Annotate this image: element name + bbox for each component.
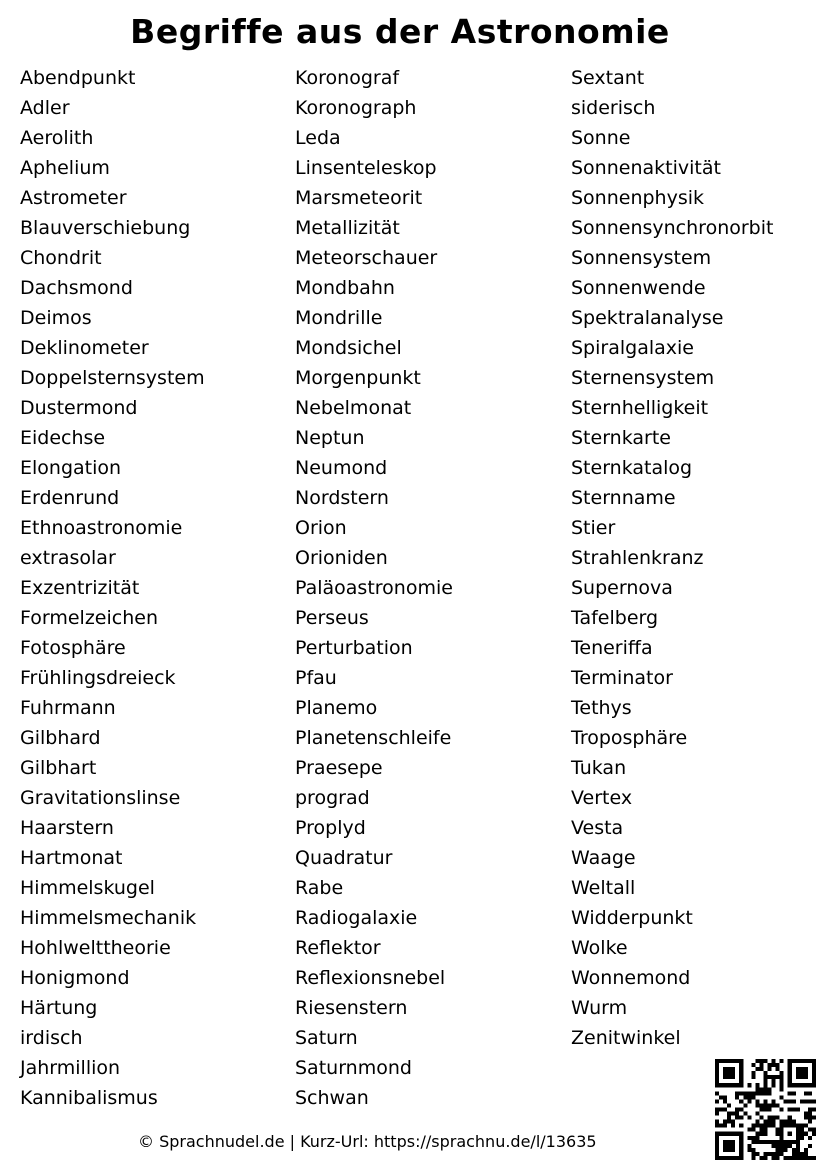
word-item: Planetenschleife	[295, 727, 452, 749]
word-item: Rabe	[295, 877, 344, 899]
word-item: Koronograph	[295, 97, 417, 119]
word-item: Meteorschauer	[295, 247, 438, 269]
word-item: Nebelmonat	[295, 397, 412, 419]
word-item: Chondrit	[20, 247, 102, 269]
word-item: Himmelsmechanik	[20, 907, 197, 929]
word-item: Waage	[571, 847, 636, 869]
word-item: Strahlenkranz	[571, 547, 704, 569]
word-item: Blauverschiebung	[20, 217, 191, 239]
word-item: Sternname	[571, 487, 676, 509]
word-item: Sonnensystem	[571, 247, 712, 269]
word-item: Sternensystem	[571, 367, 715, 389]
qr-code-icon	[715, 1059, 816, 1160]
word-item: Orioniden	[295, 547, 388, 569]
word-item: Reflektor	[295, 937, 381, 959]
word-item: Linsenteleskop	[295, 157, 437, 179]
word-item: Wolke	[571, 937, 628, 959]
word-item: Aerolith	[20, 127, 94, 149]
word-item: Sonnenwende	[571, 277, 706, 299]
word-item: irdisch	[20, 1027, 83, 1049]
word-item: Kannibalismus	[20, 1087, 158, 1109]
word-item: Abendpunkt	[20, 67, 136, 89]
word-item: Astrometer	[20, 187, 127, 209]
word-item: Schwan	[295, 1087, 369, 1109]
word-item: Stier	[571, 517, 616, 539]
word-item: Quadratur	[295, 847, 393, 869]
word-item: Wonnemond	[571, 967, 691, 989]
word-item: Mondbahn	[295, 277, 395, 299]
word-item: Neumond	[295, 457, 388, 479]
word-item: Pfau	[295, 667, 337, 689]
word-item: Frühlingsdreieck	[20, 667, 176, 689]
word-column-3	[571, 63, 773, 1053]
word-item: Hohlwelttheorie	[20, 937, 171, 959]
word-item: Deimos	[20, 307, 92, 329]
word-item: Tethys	[571, 697, 632, 719]
word-item: Elongation	[20, 457, 122, 479]
word-item: Fuhrmann	[20, 697, 116, 719]
word-item: Hartmonat	[20, 847, 123, 869]
word-item: Praesepe	[295, 757, 383, 779]
word-item: Honigmond	[20, 967, 130, 989]
word-item: Zenitwinkel	[571, 1027, 681, 1049]
word-item: Leda	[295, 127, 341, 149]
footer-credit: © Sprachnudel.de | Kurz-Url: https://sprachnu.de/l/13635	[138, 1132, 597, 1151]
word-item: Morgenpunkt	[295, 367, 421, 389]
word-column-2	[295, 63, 453, 1113]
word-item: Adler	[20, 97, 70, 119]
word-item: Wurm	[571, 997, 628, 1019]
word-item: Weltall	[571, 877, 636, 899]
word-item: Erdenrund	[20, 487, 120, 509]
word-item: Vertex	[571, 787, 633, 809]
word-item: Saturn	[295, 1027, 358, 1049]
word-item: Perturbation	[295, 637, 413, 659]
word-item: Deklinometer	[20, 337, 149, 359]
word-item: Formelzeichen	[20, 607, 158, 629]
word-item: Teneriffa	[571, 637, 653, 659]
word-item: Spektralanalyse	[571, 307, 724, 329]
word-item: Dustermond	[20, 397, 138, 419]
word-item: Radiogalaxie	[295, 907, 418, 929]
word-item: Gilbhard	[20, 727, 101, 749]
word-item: Saturnmond	[295, 1057, 412, 1079]
word-item: Metallizität	[295, 217, 400, 239]
word-item: Tafelberg	[571, 607, 659, 629]
word-item: Sonnenaktivität	[571, 157, 721, 179]
word-item: Haarstern	[20, 817, 114, 839]
word-item: Gravitationslinse	[20, 787, 181, 809]
word-item: Riesenstern	[295, 997, 408, 1019]
word-item: Reflexionsnebel	[295, 967, 446, 989]
word-item: Vesta	[571, 817, 624, 839]
word-item: Supernova	[571, 577, 673, 599]
word-item: Ethnoastronomie	[20, 517, 183, 539]
word-item: Sternhelligkeit	[571, 397, 709, 419]
word-column-1	[20, 63, 205, 1113]
word-item: Perseus	[295, 607, 369, 629]
word-item: Sternkarte	[571, 427, 671, 449]
word-item: Härtung	[20, 997, 98, 1019]
word-item: Nordstern	[295, 487, 389, 509]
word-item: Koronograf	[295, 67, 400, 89]
word-item: Sternkatalog	[571, 457, 693, 479]
word-item: Sonnenphysik	[571, 187, 705, 209]
word-item: extrasolar	[20, 547, 116, 569]
page-title: Begriffe aus der Astronomie	[130, 12, 670, 51]
word-item: Spiralgalaxie	[571, 337, 694, 359]
word-item: Tukan	[571, 757, 627, 779]
word-item: Aphelium	[20, 157, 110, 179]
word-item: siderisch	[571, 97, 656, 119]
word-item: Marsmeteorit	[295, 187, 423, 209]
word-item: Paläoastronomie	[295, 577, 453, 599]
word-item: Dachsmond	[20, 277, 133, 299]
word-item: Terminator	[571, 667, 673, 689]
word-item: Gilbhart	[20, 757, 97, 779]
word-item: Proplyd	[295, 817, 366, 839]
word-item: Eidechse	[20, 427, 106, 449]
word-item: Planemo	[295, 697, 378, 719]
word-item: Widderpunkt	[571, 907, 693, 929]
word-item: Exzentrizität	[20, 577, 140, 599]
word-item: Orion	[295, 517, 347, 539]
word-item: Sextant	[571, 67, 645, 89]
word-item: Troposphäre	[571, 727, 688, 749]
word-item: prograd	[295, 787, 370, 809]
word-item: Fotosphäre	[20, 637, 126, 659]
word-item: Sonnensynchronorbit	[571, 217, 774, 239]
word-item: Sonne	[571, 127, 631, 149]
word-item: Himmelskugel	[20, 877, 155, 899]
word-item: Jahrmillion	[20, 1057, 121, 1079]
word-item: Doppelsternsystem	[20, 367, 205, 389]
word-item: Mondrille	[295, 307, 383, 329]
word-item: Neptun	[295, 427, 365, 449]
word-item: Mondsichel	[295, 337, 402, 359]
